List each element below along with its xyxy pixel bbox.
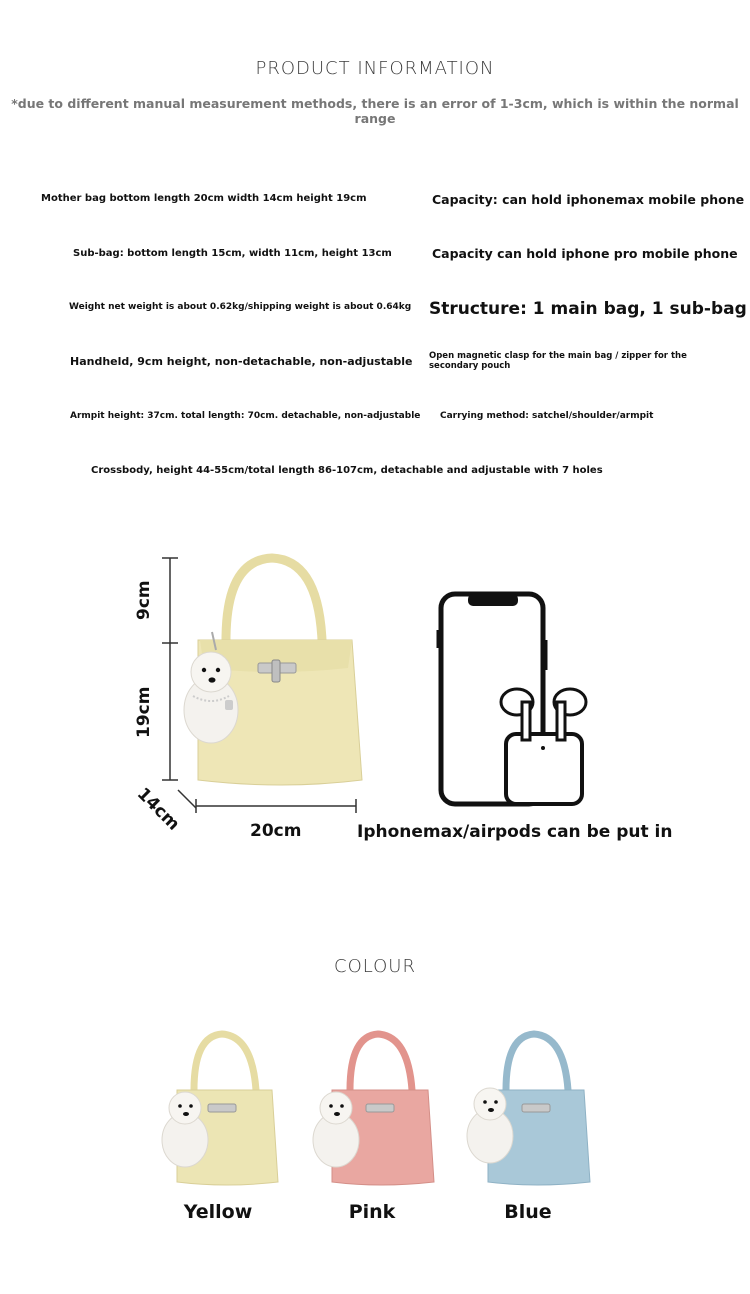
page-title: PRODUCT INFORMATION [255, 58, 495, 79]
colour-label-pink: Pink [348, 1201, 396, 1223]
dim-length: 20cm [250, 821, 302, 841]
spec-capacity-main: Capacity: can hold iphonemax mobile phone [432, 192, 745, 207]
spec-clasp: Open magnetic clasp for the main bag / zipper for the secondary pouch [429, 351, 687, 371]
spec-weight: Weight net weight is about 0.62kg/shipping weight is about 0.64kg [69, 302, 412, 312]
spec-sub-bag: Sub-bag: bottom length 15cm, width 11cm, height 13cm [73, 248, 392, 259]
spec-capacity-sub: Capacity can hold iphone pro mobile phone [432, 246, 738, 261]
spec-mother-bag: Mother bag bottom length 20cm width 14cm height 19cm [41, 193, 367, 204]
spec-structure: Structure: 1 main bag, 1 sub-bag [429, 299, 747, 319]
colour-label-blue: Blue [504, 1201, 552, 1223]
spec-crossbody: Crossbody, height 44-55cm/total length 86-107cm, detachable and adjustable with 7 holes [91, 465, 603, 476]
bag-image-pink[interactable] [313, 1034, 434, 1185]
spec-handheld: Handheld, 9cm height, non-detachable, non-adjustable [70, 355, 413, 368]
dim-depth: 14cm [132, 784, 184, 835]
capacity-caption: Iphonemax/airpods can be put in [357, 822, 673, 842]
spec-armpit: Armpit height: 37cm. total length: 70cm. detachable, non-adjustable [70, 411, 421, 421]
colour-title: COLOUR [334, 956, 416, 977]
dim-handle-height: 9cm [134, 580, 154, 620]
spec-carrying: Carrying method: satchel/shoulder/armpit [440, 411, 654, 421]
colour-label-yellow: Yellow [183, 1201, 253, 1223]
bag-image-blue[interactable] [467, 1034, 590, 1185]
bag-image-yellow[interactable] [162, 1034, 278, 1185]
measurement-note: *due to different manual measurement methods, there is an error of 1-3cm, which is within the normal range [11, 96, 739, 126]
dim-body-height: 19cm [134, 686, 154, 738]
